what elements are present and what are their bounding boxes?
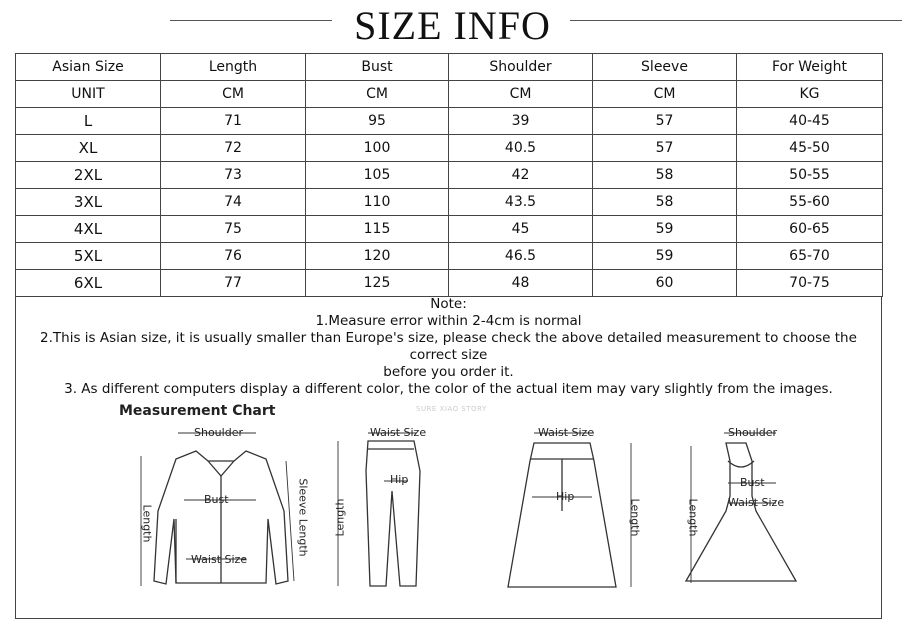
skirt-illustration: [508, 443, 616, 587]
page-header: [0, 0, 902, 48]
table-cell: 6XL: [16, 270, 161, 297]
table-cell: 74: [161, 189, 306, 216]
shirt-shoulder-label: Shoulder: [194, 426, 243, 439]
table-row: [16, 243, 883, 270]
table-cell: 39: [449, 108, 593, 135]
table-cell: 60-65: [737, 216, 883, 243]
header-rule-right: [570, 20, 902, 21]
table-cell: 120: [306, 243, 449, 270]
table-cell: 45-50: [737, 135, 883, 162]
table-cell: 75: [161, 216, 306, 243]
note-line-1: 1.Measure error within 2-4cm is normal: [315, 313, 582, 329]
table-cell: UNIT: [16, 81, 161, 108]
shirt-length-label: Length: [140, 504, 154, 543]
dress-illustration: [686, 443, 796, 581]
dress-bust-label: Bust: [740, 476, 765, 489]
table-cell: Sleeve: [593, 54, 737, 81]
pants-illustration: [366, 441, 420, 586]
pants-hip-label: Hip: [390, 473, 409, 486]
table-cell: Asian Size: [16, 54, 161, 81]
table-cell: Bust: [306, 54, 449, 81]
notes-heading: Note:: [430, 296, 467, 312]
table-cell: 125: [306, 270, 449, 297]
table-cell: XL: [16, 135, 161, 162]
page-title: SIZE INFO: [354, 3, 551, 48]
table-cell: 73: [161, 162, 306, 189]
note-line-2b: before you order it.: [383, 364, 514, 380]
table-row: [16, 135, 883, 162]
note-line-3: 3. As different computers display a different color, the color of the actual item may vary slightly from the images.: [64, 381, 833, 397]
table-cell: 42: [449, 162, 593, 189]
shirt-sleeve-label: Sleeve Length: [296, 478, 310, 557]
table-cell: 77: [161, 270, 306, 297]
watermark: SURE XIAO STORY: [416, 405, 487, 413]
table-cell: 59: [593, 243, 737, 270]
table-header-row: [16, 54, 883, 81]
skirt-waist-label: Waist Size: [538, 426, 595, 439]
measurement-chart-title: Measurement Chart: [119, 403, 276, 419]
table-cell: 57: [593, 135, 737, 162]
table-row: [16, 270, 883, 297]
table-cell: 60: [593, 270, 737, 297]
shirt-waist-label: Waist Size: [191, 553, 248, 566]
table-cell: For Weight: [737, 54, 883, 81]
dress-shoulder-label: Shoulder: [728, 426, 777, 439]
table-cell: 2XL: [16, 162, 161, 189]
table-unit-row: [16, 81, 883, 108]
skirt-length-label: Length: [628, 498, 642, 537]
header-rule-left: [170, 20, 332, 21]
dress-length-label: Length: [686, 498, 700, 537]
notes-text: [16, 296, 881, 398]
measurement-chart: [116, 401, 816, 611]
table-cell: 59: [593, 216, 737, 243]
table-cell: CM: [449, 81, 593, 108]
shirt-bust-label: Bust: [204, 493, 229, 506]
table-cell: 48: [449, 270, 593, 297]
table-cell: 76: [161, 243, 306, 270]
table-cell: 110: [306, 189, 449, 216]
table-cell: 4XL: [16, 216, 161, 243]
table-cell: 58: [593, 162, 737, 189]
table-cell: 5XL: [16, 243, 161, 270]
table-cell: 70-75: [737, 270, 883, 297]
skirt-hip-label: Hip: [556, 490, 575, 503]
note-line-2a: 2.This is Asian size, it is usually smaller than Europe's size, please check the above detailed measurement to choose the correct size: [40, 330, 857, 363]
table-cell: 45: [449, 216, 593, 243]
table-cell: 40-45: [737, 108, 883, 135]
table-cell: CM: [161, 81, 306, 108]
table-row: [16, 189, 883, 216]
table-cell: 3XL: [16, 189, 161, 216]
table-cell: 115: [306, 216, 449, 243]
table-cell: CM: [593, 81, 737, 108]
table-cell: CM: [306, 81, 449, 108]
table-cell: 57: [593, 108, 737, 135]
table-cell: 55-60: [737, 189, 883, 216]
table-row: [16, 162, 883, 189]
table-cell: KG: [737, 81, 883, 108]
pants-length-label: Length: [333, 498, 347, 537]
table-cell: 50-55: [737, 162, 883, 189]
table-row: [16, 108, 883, 135]
table-cell: 72: [161, 135, 306, 162]
size-table: [15, 53, 883, 297]
table-cell: L: [16, 108, 161, 135]
pants-waist-label: Waist Size: [370, 426, 427, 439]
dress-waist-label: Waist Size: [728, 496, 785, 509]
table-row: [16, 216, 883, 243]
table-cell: 105: [306, 162, 449, 189]
table-cell: 71: [161, 108, 306, 135]
table-cell: 43.5: [449, 189, 593, 216]
table-cell: 65-70: [737, 243, 883, 270]
table-cell: 100: [306, 135, 449, 162]
table-cell: Shoulder: [449, 54, 593, 81]
table-cell: 40.5: [449, 135, 593, 162]
table-cell: 58: [593, 189, 737, 216]
table-cell: Length: [161, 54, 306, 81]
table-cell: 95: [306, 108, 449, 135]
size-table-body: [16, 54, 883, 297]
table-cell: 46.5: [449, 243, 593, 270]
notes-box: [15, 296, 882, 619]
